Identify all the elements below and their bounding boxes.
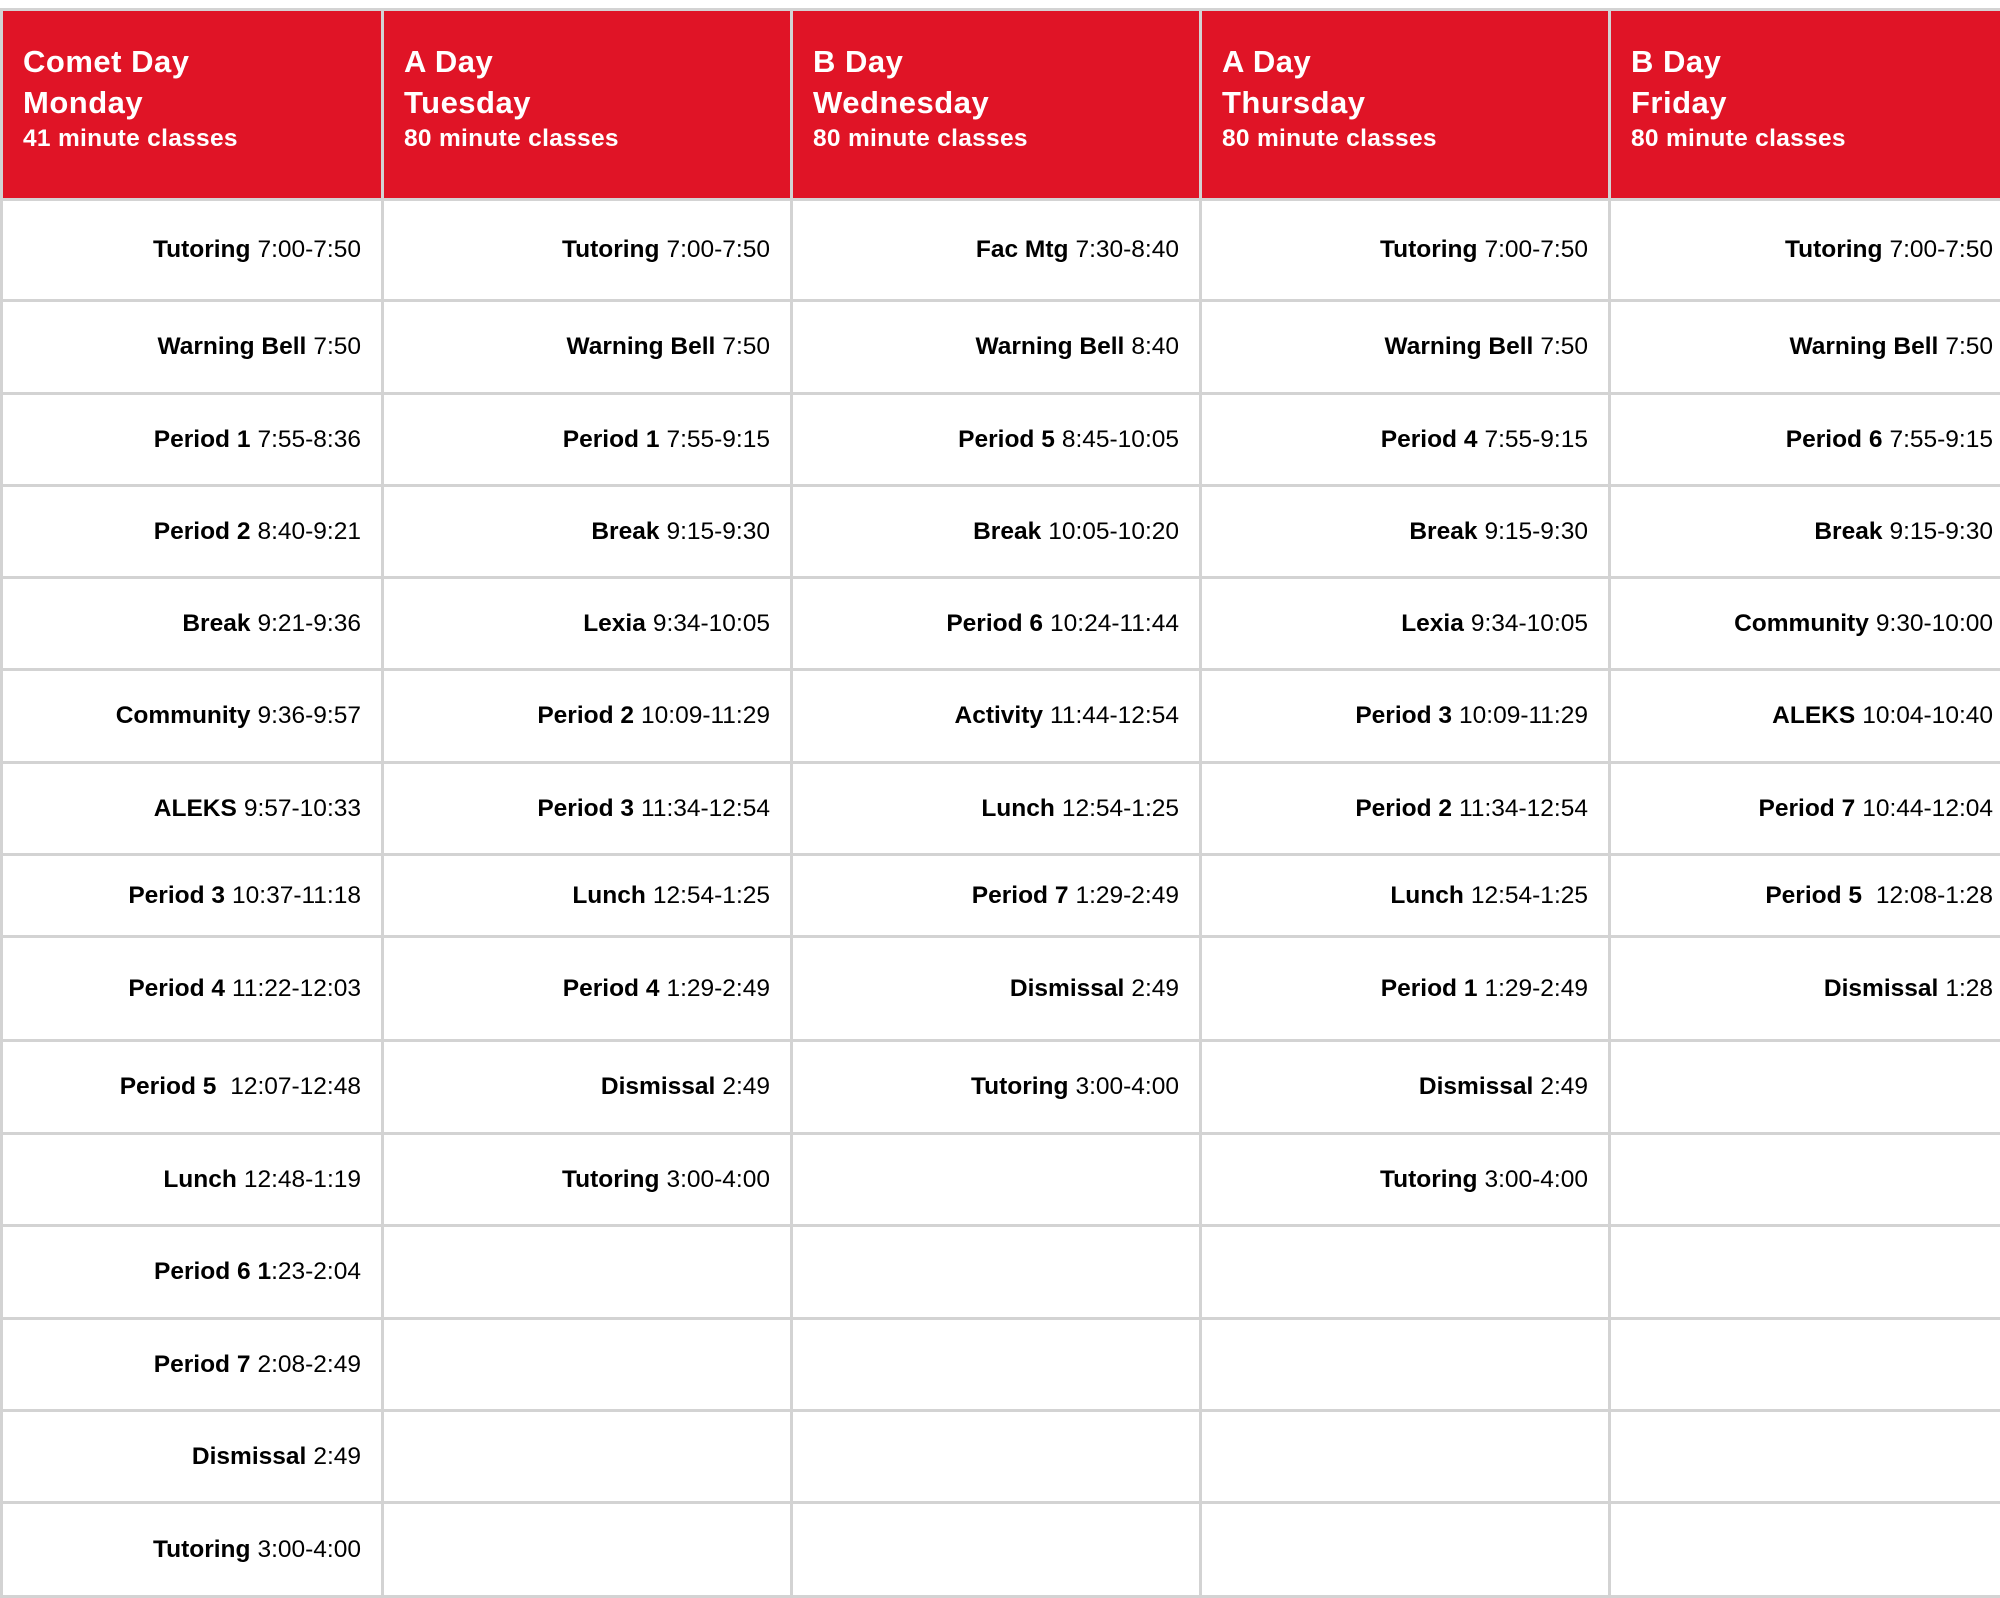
slot-label: Period 4: [128, 974, 226, 1002]
schedule-cell: [1611, 395, 2000, 484]
schedule-cell: [1611, 579, 2000, 668]
slot-time: 10:04-10:40: [1862, 702, 1993, 729]
slot-time: 10:24-11:44: [1050, 609, 1179, 637]
slot-label: Warning Bell: [1789, 333, 1939, 360]
slot-time: 10:09-11:29: [1459, 702, 1588, 729]
slot-time: 2:08-2:49: [257, 1350, 361, 1378]
schedule-cell: [793, 302, 1199, 392]
slot-time: 8:45-10:05: [1061, 425, 1179, 453]
slot-label: Period 6: [1785, 425, 1883, 453]
slot-time: 1:29-2:49: [1075, 881, 1179, 909]
empty-cell: [1611, 1042, 2000, 1132]
empty-cell: [1611, 1504, 2000, 1595]
slot-label: Period 3: [1355, 702, 1453, 729]
slot-time: 10:44-12:04: [1862, 794, 1993, 822]
slot-label: Tutoring: [1784, 236, 1883, 263]
slot-time: 11:44-12:54: [1050, 702, 1179, 729]
slot-time: 7:00-7:50: [666, 236, 770, 263]
slot-label: Lexia: [583, 609, 646, 637]
slot-label: Community: [115, 702, 251, 729]
schedule-table: [0, 8, 2000, 1598]
slot-time: 9:15-9:30: [1484, 517, 1588, 545]
slot-label: Community: [1734, 609, 1869, 637]
slot-label: Period 5: [119, 1073, 217, 1100]
slot-label: Tutoring: [152, 236, 251, 263]
slot-time: 10:09-11:29: [641, 702, 770, 729]
column-header-friday: [1611, 11, 2000, 198]
slot-label: Warning Bell: [566, 333, 716, 360]
schedule-cell: [384, 395, 790, 484]
slot-label: Tutoring: [561, 1165, 660, 1193]
empty-cell: [1611, 1227, 2000, 1317]
schedule-cell: [1202, 302, 1608, 392]
slot-label: Warning Bell: [1384, 333, 1534, 360]
slot-label: Period 2: [537, 702, 635, 729]
slot-label: ALEKS: [153, 794, 237, 822]
slot-label: Tutoring: [1379, 1165, 1478, 1193]
schedule-cell: [793, 938, 1199, 1039]
schedule-cell: [3, 302, 381, 392]
slot-time: 2:49: [1540, 1073, 1588, 1100]
empty-cell: [384, 1504, 790, 1595]
weekday: Monday: [23, 85, 144, 120]
schedule-cell: [3, 579, 381, 668]
schedule-cell: [384, 764, 790, 853]
schedule-cell: [384, 671, 790, 761]
slot-label: Period 4: [562, 974, 660, 1002]
column-header-monday: [3, 11, 381, 198]
slot-label: Warning Bell: [975, 333, 1125, 360]
slot-time: 1:29-2:49: [1484, 974, 1588, 1002]
slot-label: Tutoring: [970, 1073, 1069, 1100]
slot-time: 12:54-1:25: [1061, 794, 1179, 822]
schedule-cell: [793, 856, 1199, 935]
slot-time: 11:34-12:54: [1459, 794, 1588, 822]
slot-time: 9:36-9:57: [257, 702, 361, 729]
empty-cell: [1202, 1504, 1608, 1595]
slot-label: Lunch: [981, 794, 1055, 822]
slot-label: Lunch: [163, 1165, 237, 1193]
schedule-cell: [1202, 201, 1608, 299]
schedule-cell: [3, 1504, 381, 1595]
slot-label: Dismissal: [1418, 1073, 1534, 1100]
slot-time: 10:05-10:20: [1048, 517, 1179, 545]
slot-time: 9:21-9:36: [257, 609, 361, 637]
slot-time: 7:50: [1945, 333, 1993, 360]
schedule-cell: [3, 671, 381, 761]
slot-label: Period 3: [537, 794, 635, 822]
slot-time: 7:55-9:15: [1889, 425, 1993, 453]
slot-time: 7:55-8:36: [257, 425, 361, 453]
slot-time: 7:00-7:50: [1889, 236, 1993, 263]
slot-time: 3:00-4:00: [1484, 1165, 1588, 1193]
schedule-cell: [793, 671, 1199, 761]
schedule-cell: [3, 487, 381, 576]
empty-cell: [1611, 1135, 2000, 1224]
schedule-cell: [793, 764, 1199, 853]
schedule-cell: [1202, 1042, 1608, 1132]
slot-time: 9:57-10:33: [243, 794, 361, 822]
day-type: A Day: [1222, 44, 1312, 79]
schedule-cell: [793, 395, 1199, 484]
slot-time: 9:15-9:30: [666, 517, 770, 545]
schedule-cell: [3, 1135, 381, 1224]
slot-time: 8:40-9:21: [257, 517, 361, 545]
slot-label: Period 1: [562, 425, 660, 453]
empty-cell: [1202, 1412, 1608, 1501]
slot-time: 9:30-10:00: [1875, 609, 1993, 637]
slot-label: Dismissal: [191, 1442, 307, 1470]
slot-time: 11:22-12:03: [232, 974, 361, 1002]
slot-time: 12:48-1:19: [243, 1165, 361, 1193]
slot-label: Dismissal: [1009, 974, 1125, 1002]
empty-cell: [1202, 1227, 1608, 1317]
schedule-cell: [1202, 395, 1608, 484]
slot-label: Lunch: [1390, 881, 1464, 909]
slot-label: Break: [1409, 517, 1478, 545]
slot-time: 7:50: [313, 333, 361, 360]
empty-cell: [793, 1227, 1199, 1317]
schedule-cell: [3, 1320, 381, 1409]
slot-label: Period 5: [1765, 881, 1863, 909]
slot-label: Period 2: [153, 517, 251, 545]
slot-label: Dismissal: [1823, 974, 1939, 1002]
schedule-cell: [3, 1412, 381, 1501]
schedule-cell: [3, 764, 381, 853]
slot-label: Period 1: [1380, 974, 1478, 1002]
day-type: B Day: [1631, 44, 1722, 79]
column-header-thursday: [1202, 11, 1608, 198]
schedule-cell: [384, 579, 790, 668]
slot-time: 7:50: [1540, 333, 1588, 360]
schedule-cell: [3, 201, 381, 299]
slot-time: 12:07-12:48: [223, 1073, 361, 1100]
column-header-wednesday: [793, 11, 1199, 198]
day-type: A Day: [404, 44, 494, 79]
empty-cell: [793, 1504, 1199, 1595]
schedule-cell: [3, 1227, 381, 1317]
slot-time: 8:40: [1131, 333, 1179, 360]
slot-time: 7:50: [722, 333, 770, 360]
slot-label: Break: [182, 609, 251, 637]
slot-label: Period 7: [971, 881, 1069, 909]
weekday: Tuesday: [404, 85, 531, 120]
slot-time: 9:34-10:05: [652, 609, 770, 637]
day-type: B Day: [813, 44, 904, 79]
schedule-cell: [1202, 579, 1608, 668]
schedule-cell: [384, 302, 790, 392]
slot-time: :23-2:04: [271, 1258, 361, 1285]
slot-time: 2:49: [313, 1442, 361, 1470]
column-header-tuesday: [384, 11, 790, 198]
empty-cell: [1611, 1412, 2000, 1501]
schedule-cell: [3, 856, 381, 935]
slot-time: 2:49: [722, 1073, 770, 1100]
slot-time: 9:34-10:05: [1470, 609, 1588, 637]
empty-cell: [793, 1135, 1199, 1224]
slot-time: 3:00-4:00: [1075, 1073, 1179, 1100]
schedule-cell: [1611, 938, 2000, 1039]
class-length: 80 minute classes: [404, 125, 619, 152]
slot-time: 7:55-9:15: [1484, 425, 1588, 453]
slot-time: 3:00-4:00: [666, 1165, 770, 1193]
slot-label: Period 7: [1758, 794, 1856, 822]
schedule-cell: [793, 1042, 1199, 1132]
empty-cell: [793, 1412, 1199, 1501]
slot-label: Break: [591, 517, 660, 545]
slot-label: Break: [973, 517, 1042, 545]
schedule-cell: [384, 1042, 790, 1132]
slot-label: Period 6: [946, 609, 1044, 637]
slot-label: Fac Mtg: [975, 236, 1069, 263]
slot-label: Tutoring: [152, 1535, 251, 1563]
slot-time: 9:15-9:30: [1889, 517, 1993, 545]
slot-label: Period 4: [1380, 425, 1478, 453]
schedule-cell: [1611, 487, 2000, 576]
slot-label: Period 5: [958, 425, 1055, 453]
schedule-cell: [384, 938, 790, 1039]
schedule-cell: [793, 201, 1199, 299]
slot-time: 7:00-7:50: [1484, 236, 1588, 263]
schedule-cell: [1611, 764, 2000, 853]
schedule-cell: [384, 201, 790, 299]
slot-time: 7:30-8:40: [1075, 236, 1179, 263]
slot-time: 3:00-4:00: [257, 1535, 361, 1563]
slot-time: 12:54-1:25: [652, 881, 770, 909]
weekday: Thursday: [1222, 85, 1366, 120]
slot-label: Dismissal: [600, 1073, 716, 1100]
schedule-cell: [1202, 671, 1608, 761]
slot-label: Period 1: [153, 425, 251, 453]
slot-label: Activity: [954, 702, 1044, 729]
schedule-cell: [1202, 487, 1608, 576]
schedule-cell: [3, 395, 381, 484]
schedule-cell: [793, 487, 1199, 576]
slot-label: Warning Bell: [157, 333, 307, 360]
slot-time: 10:37-11:18: [232, 881, 361, 909]
empty-cell: [1611, 1320, 2000, 1409]
schedule-cell: [384, 856, 790, 935]
slot-time: 1:29-2:49: [666, 974, 770, 1002]
empty-cell: [384, 1412, 790, 1501]
schedule-cell: [1202, 1135, 1608, 1224]
slot-time: 12:08-1:28: [1869, 881, 1993, 909]
schedule-cell: [1611, 302, 2000, 392]
slot-label: Break: [1814, 517, 1883, 545]
slot-label: Lexia: [1401, 609, 1464, 637]
schedule-cell: [384, 487, 790, 576]
slot-label: Period 3: [128, 881, 226, 909]
weekday: Friday: [1631, 85, 1728, 120]
slot-label: ALEKS: [1772, 702, 1856, 729]
schedule-cell: [1611, 671, 2000, 761]
schedule-cell: [1202, 856, 1608, 935]
class-length: 80 minute classes: [813, 125, 1028, 152]
empty-cell: [384, 1227, 790, 1317]
slot-label: Period 6 1: [153, 1258, 272, 1285]
class-length: 80 minute classes: [1631, 125, 1846, 152]
slot-label: Tutoring: [561, 236, 660, 263]
class-length: 80 minute classes: [1222, 125, 1437, 152]
weekday: Wednesday: [813, 85, 990, 120]
slot-label: Period 7: [153, 1350, 251, 1378]
slot-time: 11:34-12:54: [641, 794, 770, 822]
slot-time: 7:55-9:15: [666, 425, 770, 453]
slot-time: 1:28: [1945, 974, 1993, 1002]
schedule-cell: [384, 1135, 790, 1224]
schedule-cell: [3, 938, 381, 1039]
empty-cell: [1202, 1320, 1608, 1409]
day-type: Comet Day: [23, 44, 190, 79]
slot-label: Tutoring: [1379, 236, 1478, 263]
slot-time: 2:49: [1131, 974, 1179, 1002]
schedule-cell: [1611, 201, 2000, 299]
schedule-cell: [1202, 938, 1608, 1039]
slot-time: 7:00-7:50: [257, 236, 361, 263]
empty-cell: [793, 1320, 1199, 1409]
schedule-cell: [793, 579, 1199, 668]
slot-time: 12:54-1:25: [1470, 881, 1588, 909]
schedule-cell: [1611, 856, 2000, 935]
schedule-cell: [1202, 764, 1608, 853]
empty-cell: [384, 1320, 790, 1409]
schedule-cell: [3, 1042, 381, 1132]
slot-label: Period 2: [1355, 794, 1453, 822]
slot-label: Lunch: [572, 881, 646, 909]
class-length: 41 minute classes: [23, 125, 238, 152]
